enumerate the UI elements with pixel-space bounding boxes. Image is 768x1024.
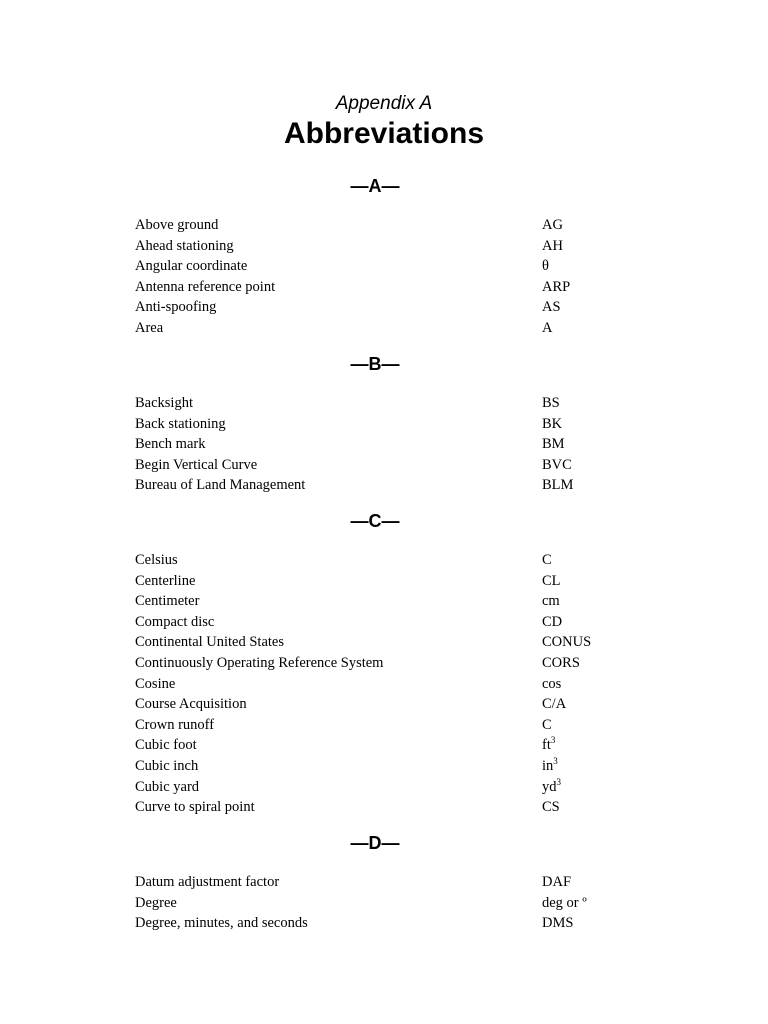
entry-term: Centimeter — [135, 593, 200, 610]
entry-term: Bureau of Land Management — [135, 477, 306, 494]
entry-term: Centerline — [135, 572, 196, 589]
entry-abbreviation: DAF — [542, 874, 572, 890]
entry-term: Cosine — [135, 675, 176, 692]
entry-term: Cubic foot — [135, 737, 197, 754]
abbr-base: yd — [542, 778, 557, 795]
entry-abbreviation: CD — [542, 613, 563, 630]
entry-term: Degree, minutes, and seconds — [135, 915, 308, 932]
abbr-superscript: 3 — [556, 776, 561, 787]
entry-abbreviation: CS — [542, 799, 560, 816]
list-item — [135, 455, 635, 476]
list-item — [135, 256, 635, 277]
entry-abbreviation: A — [542, 319, 553, 336]
entry-abbreviation: BVC — [542, 456, 572, 473]
list-item — [135, 215, 635, 236]
entry-abbreviation: deg or º — [542, 894, 587, 911]
entry-abbreviation: BK — [542, 415, 563, 432]
list-item — [135, 393, 635, 414]
entry-term: Curve to spiral point — [135, 799, 255, 816]
entry-abbreviation — [542, 777, 561, 798]
entry-abbreviation: AG — [542, 217, 563, 233]
section-c — [135, 509, 635, 818]
entry-term: Angular coordinate — [135, 258, 248, 275]
entry-term: Ahead stationing — [135, 237, 234, 254]
entry-term: Area — [135, 319, 164, 336]
entry-term: Cubic inch — [135, 757, 199, 774]
list-item — [135, 913, 635, 934]
abbr-superscript: 3 — [553, 755, 558, 766]
entry-term: Begin Vertical Curve — [135, 456, 258, 473]
list-item — [135, 236, 635, 257]
entry-abbreviation: θ — [542, 258, 549, 275]
entry-abbreviation: BS — [542, 395, 560, 411]
entry-term: Celsius — [135, 552, 178, 568]
entry-abbreviation: C — [542, 716, 552, 733]
entry-abbreviation — [542, 735, 555, 756]
entry-term: Cubic yard — [135, 778, 200, 795]
section-heading-b: —B— — [350, 354, 400, 374]
entry-term: Anti-spoofing — [135, 299, 217, 316]
entry-term: Continuously Operating Reference System — [135, 654, 384, 671]
section-d — [135, 831, 635, 934]
entry-abbreviation: BM — [542, 436, 565, 453]
list-item — [135, 735, 635, 756]
section-a — [135, 174, 635, 339]
list-item — [135, 632, 635, 653]
list-item — [135, 475, 635, 496]
list-item — [135, 872, 635, 893]
list-item — [135, 777, 635, 798]
list-item — [135, 297, 635, 318]
entry-term: Continental United States — [135, 634, 285, 651]
list-item — [135, 653, 635, 674]
entry-term: Above ground — [135, 217, 219, 233]
entry-abbreviation: CL — [542, 572, 561, 589]
list-item — [135, 893, 635, 914]
list-item — [135, 277, 635, 298]
section-heading-c: —C— — [350, 511, 400, 531]
entry-abbreviation: BLM — [542, 477, 574, 494]
list-item — [135, 694, 635, 715]
entry-term: Course Acquisition — [135, 696, 247, 713]
abbr-base: in — [542, 757, 554, 774]
list-item — [135, 414, 635, 435]
entry-term: Degree — [135, 894, 177, 911]
abbr-base: ft — [542, 737, 551, 754]
entry-abbreviation: CONUS — [542, 634, 592, 651]
entry-abbreviation: cos — [542, 675, 562, 692]
entry-abbreviation: ARP — [542, 278, 571, 295]
entry-abbreviation: DMS — [542, 915, 574, 932]
list-item — [135, 550, 635, 571]
entry-term: Backsight — [135, 395, 193, 411]
entry-abbreviation: AS — [542, 299, 561, 316]
abbr-superscript: 3 — [550, 735, 556, 746]
list-item — [135, 797, 635, 818]
list-item — [135, 756, 635, 777]
entry-term: Antenna reference point — [135, 278, 276, 295]
list-item — [135, 715, 635, 736]
entry-abbreviation: cm — [542, 593, 560, 610]
entry-term: Back stationing — [135, 415, 226, 432]
entry-abbreviation: C — [542, 552, 552, 568]
section-b — [135, 352, 635, 496]
entry-term: Bench mark — [135, 436, 206, 453]
page-title: Abbreviations — [283, 117, 485, 150]
entry-abbreviation: CORS — [542, 654, 580, 671]
appendix-label: Appendix A — [335, 93, 433, 114]
entry-abbreviation: AH — [542, 237, 563, 254]
list-item — [135, 591, 635, 612]
list-item — [135, 318, 635, 339]
section-heading-d: —D— — [350, 833, 400, 853]
entry-abbreviation: C/A — [542, 696, 567, 713]
entry-term: Crown runoff — [135, 716, 215, 733]
entry-term: Datum adjustment factor — [135, 874, 280, 890]
entry-term: Compact disc — [135, 613, 215, 630]
list-item — [135, 612, 635, 633]
list-item — [135, 674, 635, 695]
list-item — [135, 571, 635, 592]
section-heading-a: —A— — [350, 176, 400, 196]
entry-abbreviation — [542, 756, 558, 777]
list-item — [135, 434, 635, 455]
